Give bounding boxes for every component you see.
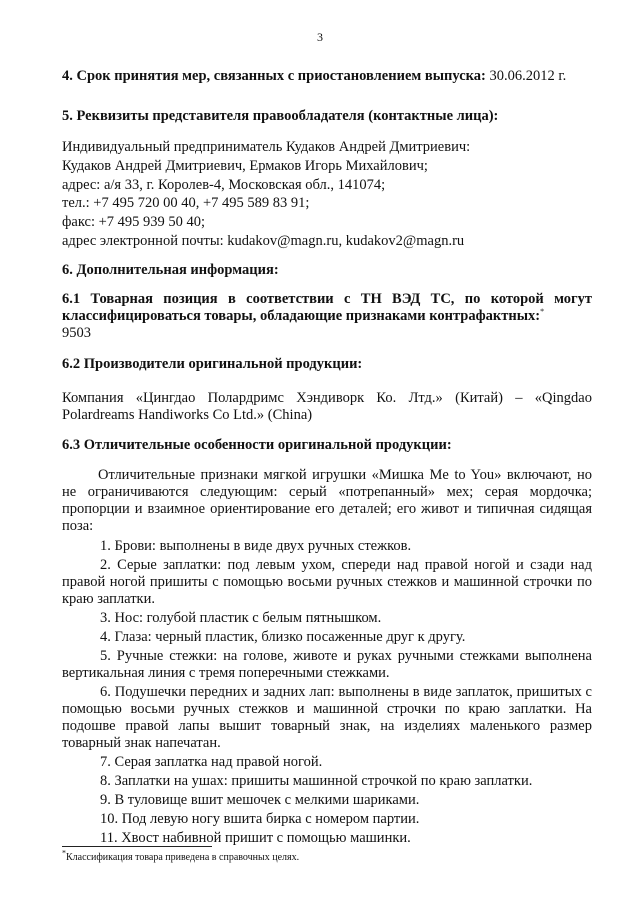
features-list — [62, 538, 592, 849]
contact-line: Индивидуальный предприниматель Кудаков Андрей Дмитриевич: — [62, 139, 471, 155]
list-item: 2. Серые заплатки: под левым ухом, спереди над правой ногой и сзади над правой ногой пришиты с помощью восьми ручных стежков и машинной строчки по краю заплатки. — [62, 557, 592, 607]
contact-line: факс: +7 495 939 50 40; — [62, 214, 206, 231]
contact-line: адрес электронной почты: kudakov@magn.ru, kudakov2@magn.ru — [62, 232, 465, 249]
list-item: 10. Под левую ногу вшита бирка с номером партии. — [100, 811, 420, 827]
section-6-1-code: 9503 — [62, 325, 91, 341]
footnote-mark: * — [62, 848, 66, 858]
section-5-title: 5. Реквизиты представителя правообладателя (контактные лица): — [62, 108, 499, 124]
footnote-mark: * — [540, 307, 545, 317]
list-item: 1. Брови: выполнены в виде двух ручных стежков. — [100, 538, 412, 554]
section-6-1 — [62, 291, 592, 342]
contact-line: Кудаков Андрей Дмитриевич, Ермаков Игорь Михайлович; — [62, 157, 428, 174]
section-6-2-title: 6.2 Производители оригинальной продукции: — [62, 356, 363, 372]
footnote-divider — [62, 846, 212, 847]
list-item: 5. Ручные стежки: на голове, животе и руках ручными стежками выполнена вертикальная линия с тремя поперечными стежками. — [62, 648, 592, 681]
section-6-1-title: 6.1 Товарная позиция в соответствии с ТН ВЭД ТС, по которой могут классифицироваться товары, обладающие признаками контрафактных: — [62, 291, 592, 324]
section-6-3-intro: Отличительные признаки мягкой игрушки «Мишка Me to You» включают, но не ограничиваются следующим: серый «потрепанный» мех; серая мордочка; пропорции и взаимное ориентирование его деталей; его живот и типичная сидящая поза: — [62, 467, 592, 534]
list-item: 6. Подушечки передних и задних лап: выполнены в виде заплаток, пришитых с помощью восьми ручных стежков и машинной строчки по краю заплатки. На подошве правой лапы вышит товарный знак, на изделиях маленького размер товарный знак напечатан. — [62, 684, 592, 751]
section-6-2-text: Компания «Цингдао Полардримс Хэндиворк Ко. Лтд.» (Китай) – «Qingdao Polardreams Handiworks Co Ltd.» (China) — [62, 390, 592, 423]
list-item: 9. В туловище вшит мешочек с мелкими шариками. — [100, 792, 420, 808]
section-4-label: 4. Срок принятия мер, связанных с приостановлением выпуска: — [62, 68, 486, 84]
section-4 — [62, 68, 592, 85]
list-item: 8. Заплатки на ушах: пришиты машинной строчкой по краю заплатки. — [100, 773, 533, 789]
section-4-value: 30.06.2012 г. — [485, 68, 567, 84]
contact-line: адрес: а/я 33, г. Королев-4, Московская обл., 141074; — [62, 176, 386, 193]
footnote-text: Классификация товара приведена в справочных целях. — [66, 852, 300, 863]
list-item: 11. Хвост набивной пришит с помощью машинки. — [100, 830, 411, 846]
list-item: 7. Серая заплатка над правой ногой. — [100, 754, 323, 770]
list-item: 3. Нос: голубой пластик с белым пятнышком. — [100, 610, 382, 626]
footnote — [62, 848, 300, 863]
list-item: 4. Глаза: черный пластик, близко посаженные друг к другу. — [100, 629, 466, 645]
section-5-contacts — [62, 138, 592, 251]
section-6-3-title: 6.3 Отличительные особенности оригинальной продукции: — [62, 437, 452, 453]
page-number: 3 — [317, 30, 323, 44]
section-6-title: 6. Дополнительная информация: — [62, 262, 279, 278]
contact-line: тел.: +7 495 720 00 40, +7 495 589 83 91; — [62, 195, 310, 212]
